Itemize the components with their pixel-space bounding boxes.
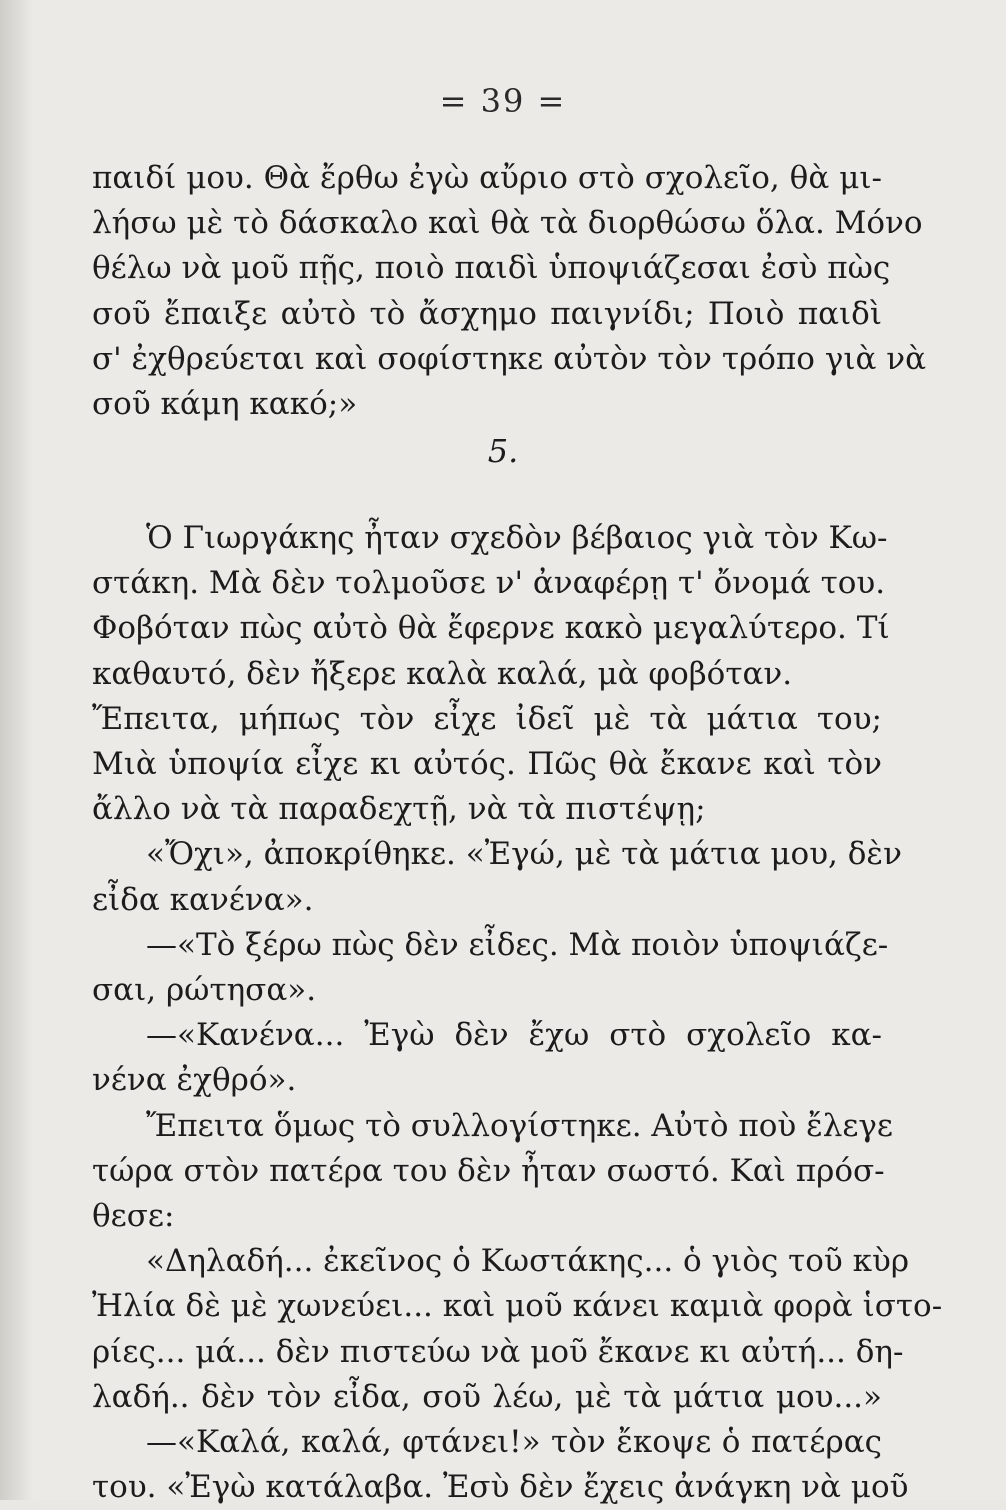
text-line: λήσω μὲ τὸ δάσκαλο καὶ θὰ τὰ διορθώσω ὅλα. Μόνο [92,205,923,242]
text-line: —«Κανένα... Ἐγὼ δὲν ἔχω στὸ σχολεῖο κα- [146,1017,882,1054]
text-line: —«Τὸ ξέρω πὼς δὲν εἶδες. Μὰ ποιὸν ὑποψιάζε- [146,926,889,963]
page-fold-shadow [0,0,34,1500]
text-line: Φοβόταν πὼς αὐτὸ θὰ ἔφερνε κακὸ μεγαλύτερο. Τί [92,610,890,647]
text-line: Ὁ Γιωργάκης ἦταν σχεδὸν βέβαιος γιὰ τὸν Κω- [146,520,888,556]
text-line: ρίες... μά... δὲν πιστεύω νὰ μοῦ ἔκανε κι αὐτή... δη- [92,1333,904,1370]
text-line: παιδί μου. Θὰ ἔρθω ἐγὼ αὔριο στὸ σχολεῖο, θὰ μι- [92,160,882,196]
section-number: 5. [487,432,519,470]
text-line: σαι, ρώτησα». [92,972,317,1009]
text-line: «Δηλαδή... ἐκεῖνος ὁ Κωστάκης... ὁ γιὸς τοῦ κὺρ [146,1243,910,1280]
text-line: Μιὰ ὑποψία εἶχε κι αὐτός. Πῶς θὰ ἔκανε καὶ τὸν [92,746,882,783]
text-line: στάκη. Μὰ δὲν τολμοῦσε ν' ἀναφέρῃ τ' ὄνομά του. [92,565,886,602]
text-line: θεσε: [92,1198,175,1235]
text-line: λαδή.. δὲν τὸν εἶδα, σοῦ λέω, μὲ τὰ μάτια μου...» [92,1378,882,1415]
text-line: ἄλλο νὰ τὰ παραδεχτῇ, νὰ τὰ πιστέψῃ; [92,791,706,828]
paragraph-continuation [92,156,927,427]
text-line: καθαυτό, δὲν ἤξερε καλὰ καλά, μὰ φοβόταν. [92,655,793,692]
text-line: «Ὄχι», ἀποκρίθηκε. «Ἐγώ, μὲ τὰ μάτια μου, δὲν [146,836,902,873]
text-line: νένα ἐχθρό». [92,1062,297,1099]
text-line: τώρα στὸν πατέρα του δὲν ἦταν σωστό. Καὶ πρόσ- [92,1152,885,1189]
text-line: του. «Ἐγὼ κατάλαβα. Ἐσὺ δὲν ἔχεις ἀνάγκη νὰ μοῦ [92,1469,909,1506]
text-line: σοῦ ἔπαιξε αὐτὸ τὸ ἄσχημο παιγνίδι; Ποιὸ παιδὶ [92,295,882,332]
text-line: —«Καλά, καλά, φτάνει!» τὸν ἔκοψε ὁ πατέρας [146,1424,882,1461]
page-number: = 39 = [439,82,567,120]
text-line: σ' ἐχθρεύεται καὶ σοφίστηκε αὐτὸν τὸν τρόπο γιὰ νὰ [92,340,927,377]
text-line: Ἠλία δὲ μὲ χωνεύει... καὶ μοῦ κάνει καμιὰ φορὰ ἱστο- [92,1288,943,1325]
text-line: Ἔπειτα ὅμως τὸ συλλογίστηκε. Αὐτὸ ποὺ ἔλεγε [146,1107,893,1144]
text-line: σοῦ κάμη κακό;» [92,386,358,423]
section-5-text [92,516,943,1510]
text-line: θέλω νὰ μοῦ πῇς, ποιὸ παιδὶ ὑποψιάζεσαι ἐσὺ πὼς [92,250,891,287]
text-line: εἶδα κανένα». [92,881,314,918]
text-line: Ἔπειτα, μήπως τὸν εἶχε ἰδεῖ μὲ τὰ μάτια του; [92,700,882,737]
